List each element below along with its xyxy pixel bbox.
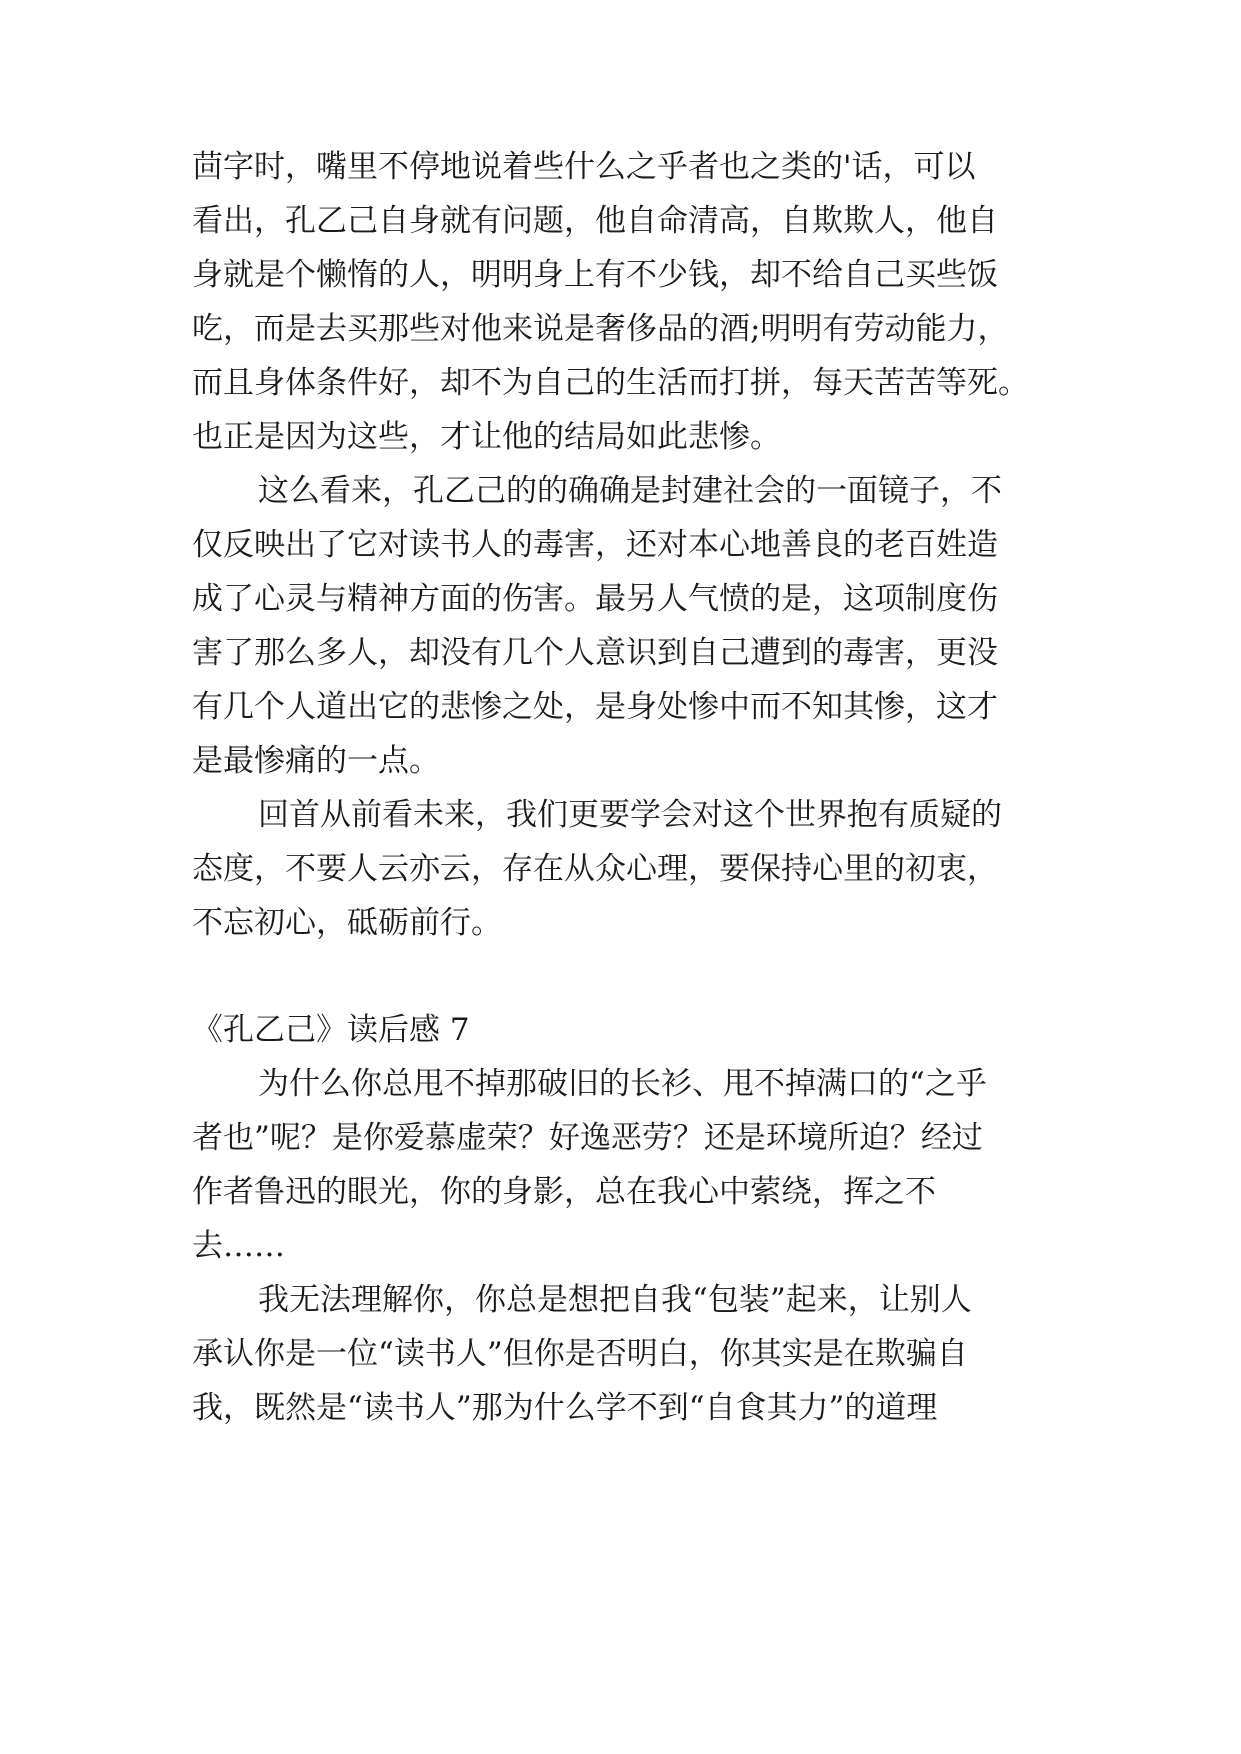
text-line: 态度，不要人云亦云，存在从众心理，要保持心里的初衷， bbox=[192, 851, 998, 887]
text-line: 吃，而是去买那些对他来说是奢侈品的酒;明明有劳动能力， bbox=[192, 311, 1009, 347]
text-line: 不忘初心，砥砺前行。 bbox=[192, 905, 502, 941]
text-line: 而且身体条件好，却不为自己的生活而打拼，每天苦苦等死。 bbox=[192, 365, 1029, 401]
paragraph-first-line: 回首从前看未来，我们更要学会对这个世界抱有质疑的 bbox=[258, 797, 1002, 833]
text-line: 看出，孔乙己自身就有问题，他自命清高，自欺欺人，他自 bbox=[192, 203, 998, 239]
text-line: 身就是个懒惰的人，明明身上有不少钱，却不给自己买些饭 bbox=[192, 257, 998, 293]
text-line: 作者鲁迅的眼光，你的身影，总在我心中萦绕，挥之不 bbox=[192, 1174, 936, 1210]
text-line: 也正是因为这些，才让他的结局如此悲惨。 bbox=[192, 419, 781, 455]
text-line: 仅反映出了它对读书人的毒害，还对本心地善良的老百姓造 bbox=[192, 527, 998, 563]
text-line: 去…… bbox=[192, 1228, 285, 1264]
text-line: 有几个人道出它的悲惨之处，是身处惨中而不知其惨，这才 bbox=[192, 689, 998, 725]
text-line: 成了心灵与精神方面的伤害。最另人气愤的是，这项制度伤 bbox=[192, 581, 998, 617]
text-line: 承认你是一位“读书人”但你是否明白，你其实是在欺骗自 bbox=[192, 1336, 968, 1372]
text-line: 茴字时，嘴里不停地说着些什么之乎者也之类的'话，可以 bbox=[192, 149, 976, 185]
paragraph-first-line: 为什么你总甩不掉那破旧的长衫、甩不掉满口的“之乎 bbox=[258, 1066, 987, 1102]
text-line: 害了那么多人，却没有几个人意识到自己遭到的毒害，更没 bbox=[192, 635, 998, 671]
paragraph-first-line: 这么看来，孔乙己的的确确是封建社会的一面镜子，不 bbox=[258, 473, 1002, 509]
section-title: 《孔乙己》读后感 7 bbox=[192, 1012, 470, 1048]
text-line: 是最惨痛的一点。 bbox=[192, 743, 440, 779]
text-line: 我，既然是“读书人”那为什么学不到“自食其力”的道理 bbox=[192, 1390, 938, 1426]
text-line: 者也”呢？是你爱慕虚荣？好逸恶劳？还是环境所迫？经过 bbox=[192, 1120, 983, 1156]
paragraph-first-line: 我无法理解你，你总是想把自我“包装”起来，让别人 bbox=[258, 1282, 972, 1318]
